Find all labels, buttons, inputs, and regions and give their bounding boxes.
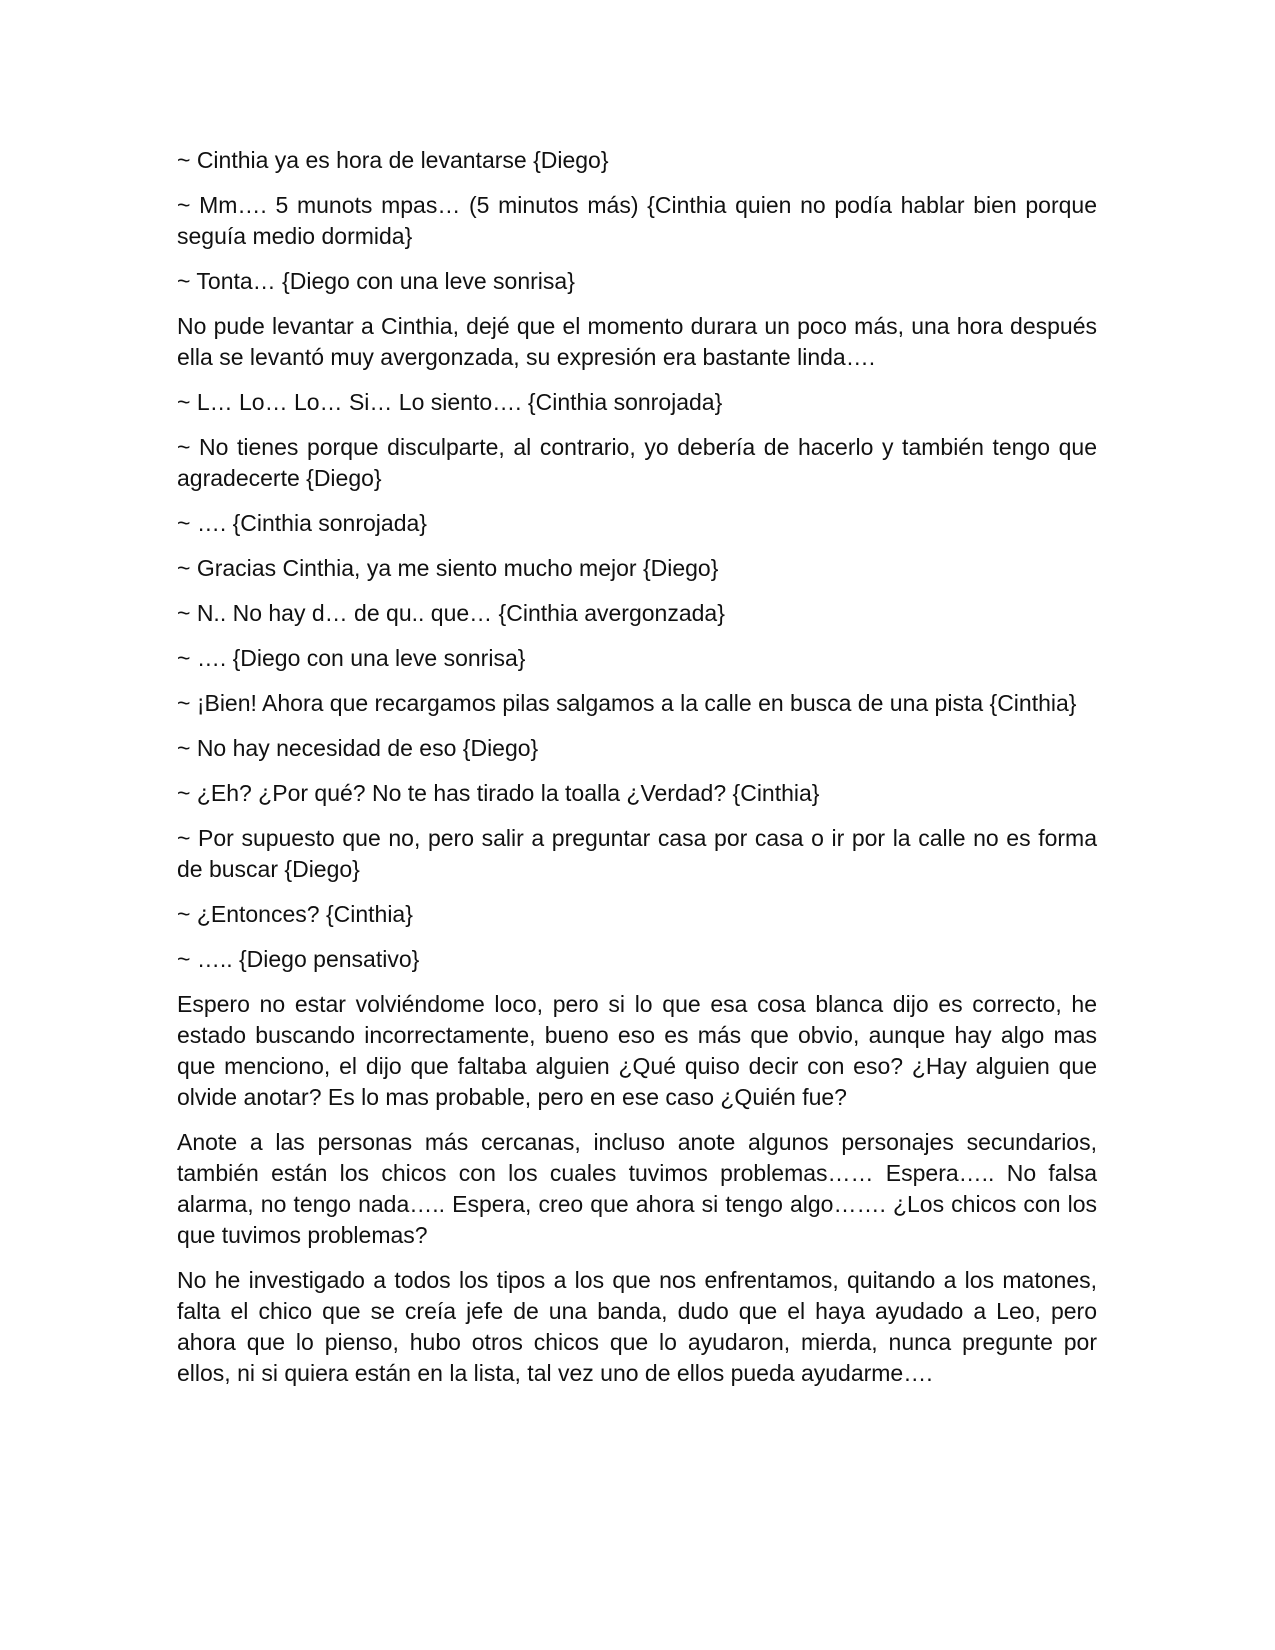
- paragraph: ~ No tienes porque disculparte, al contrario, yo debería de hacerlo y también tengo que agradecerte {Diego}: [177, 434, 1097, 491]
- paragraph: ~ No hay necesidad de eso {Diego}: [177, 735, 539, 761]
- paragraph: ~ Gracias Cinthia, ya me siento mucho mejor {Diego}: [177, 555, 719, 581]
- paragraph: Anote a las personas más cercanas, incluso anote algunos personajes secundarios, también están los chicos con los cuales tuvimos problemas…… Espera….. No falsa alarma, no tengo nada….. Espera, creo que ahora si tengo algo……. ¿Los chicos con los que tuvimos problemas?: [177, 1129, 1097, 1248]
- paragraph: ~ …. {Diego con una leve sonrisa}: [177, 645, 526, 671]
- paragraph: ~ Por supuesto que no, pero salir a preguntar casa por casa o ir por la calle no es forma de buscar {Diego}: [177, 825, 1097, 882]
- paragraph: ~ Tonta… {Diego con una leve sonrisa}: [177, 268, 575, 294]
- paragraph: ~ …. {Cinthia sonrojada}: [177, 510, 427, 536]
- paragraph: Espero no estar volviéndome loco, pero si lo que esa cosa blanca dijo es correcto, he estado buscando incorrectamente, bueno eso es más que obvio, aunque hay algo mas que menciono, el dijo que faltaba alguien ¿Qué quiso decir con eso? ¿Hay alguien que olvide anotar? Es lo mas probable, pero en ese caso ¿Quién fue?: [177, 991, 1097, 1110]
- paragraph: No he investigado a todos los tipos a los que nos enfrentamos, quitando a los matones, falta el chico que se creía jefe de una banda, dudo que el haya ayudado a Leo, pero ahora que lo pienso, hubo otros chicos que lo ayudaron, mierda, nunca pregunte por ellos, ni si quiera están en la lista, tal vez uno de ellos pueda ayudarme….: [177, 1267, 1097, 1386]
- paragraph: ~ Cinthia ya es hora de levantarse {Diego}: [177, 147, 609, 173]
- paragraph: ~ Mm…. 5 munots mpas… (5 minutos más) {Cinthia quien no podía hablar bien porque seguía medio dormida}: [177, 192, 1097, 249]
- paragraph: No pude levantar a Cinthia, dejé que el momento durara un poco más, una hora después ella se levantó muy avergonzada, su expresión era bastante linda….: [177, 313, 1097, 370]
- paragraph: ~ N.. No hay d… de qu.. que… {Cinthia avergonzada}: [177, 600, 725, 626]
- paragraph: ~ ¡Bien! Ahora que recargamos pilas salgamos a la calle en busca de una pista {Cinthia}: [177, 690, 1077, 716]
- paragraph: ~ ….. {Diego pensativo}: [177, 946, 420, 972]
- document-page: [177, 145, 1097, 1403]
- paragraph: ~ L… Lo… Lo… Si… Lo siento…. {Cinthia sonrojada}: [177, 389, 723, 415]
- paragraph: ~ ¿Entonces? {Cinthia}: [177, 901, 413, 927]
- paragraph: ~ ¿Eh? ¿Por qué? No te has tirado la toalla ¿Verdad? {Cinthia}: [177, 780, 820, 806]
